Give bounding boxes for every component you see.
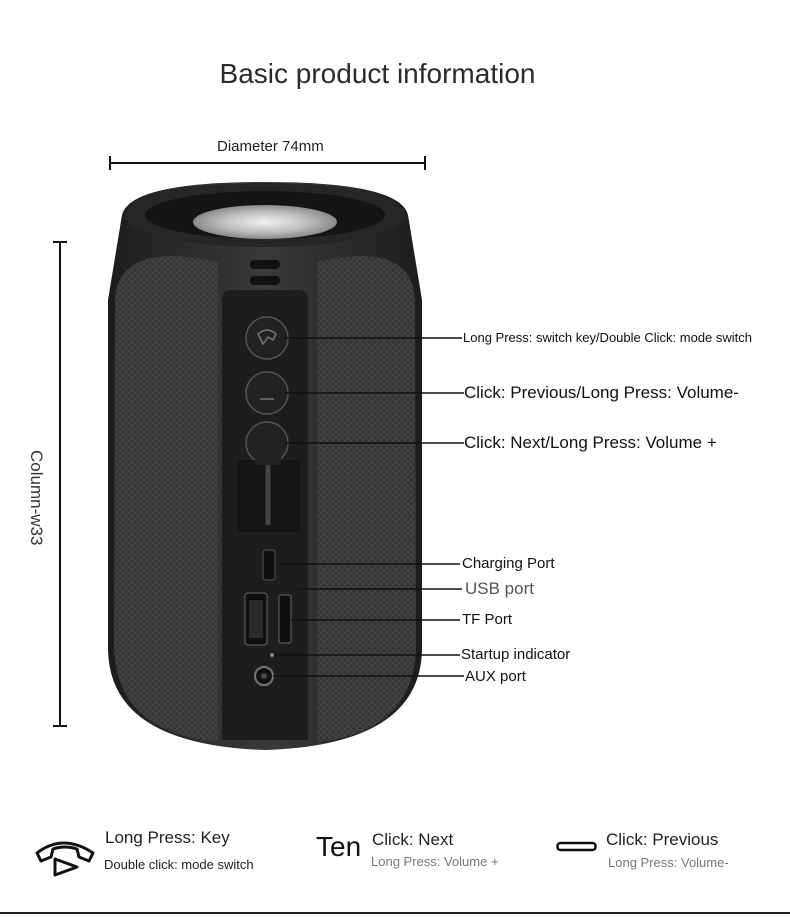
- callout-aux-port: AUX port: [465, 668, 526, 685]
- height-dimension-line: [53, 242, 67, 726]
- height-label: Column-w33: [27, 450, 46, 546]
- charging-port-opening: [263, 550, 275, 580]
- callout-tf-port: TF Port: [462, 611, 513, 628]
- callout-mode-key: Long Press: switch key/Double Click: mode switch: [463, 330, 753, 345]
- mode-button: [246, 317, 288, 359]
- callout-previous-key: Click: Previous/Long Press: Volume-: [464, 383, 739, 402]
- previous-button: [246, 372, 288, 414]
- callout-startup-indicator: Startup indicator: [461, 646, 571, 663]
- legend-next-primary: Click: Next: [372, 830, 454, 849]
- diameter-dimension-line: [110, 156, 425, 170]
- legend-previous-primary: Click: Previous: [606, 830, 719, 849]
- legend-phone-primary: Long Press: Key: [105, 828, 230, 847]
- legend-next-secondary: Long Press: Volume +: [371, 854, 499, 869]
- grille-metal: [193, 205, 337, 239]
- indicator-led: [270, 653, 274, 657]
- legend-previous-secondary: Long Press: Volume-: [608, 855, 729, 870]
- legend-phone-secondary: Double click: mode switch: [104, 857, 254, 872]
- ten-symbol: Ten: [316, 831, 362, 862]
- callout-next-key: Click: Next/Long Press: Volume +: [464, 433, 717, 452]
- phone-icon: [33, 835, 99, 879]
- bottom-divider: [0, 912, 790, 914]
- minus-icon: [556, 841, 598, 853]
- callout-usb-port: USB port: [465, 579, 534, 598]
- tf-port-opening: [279, 595, 291, 643]
- callout-charging-port: Charging Port: [462, 555, 555, 572]
- page-title: Basic product information: [219, 58, 536, 89]
- diameter-label: Diameter 74mm: [217, 138, 324, 155]
